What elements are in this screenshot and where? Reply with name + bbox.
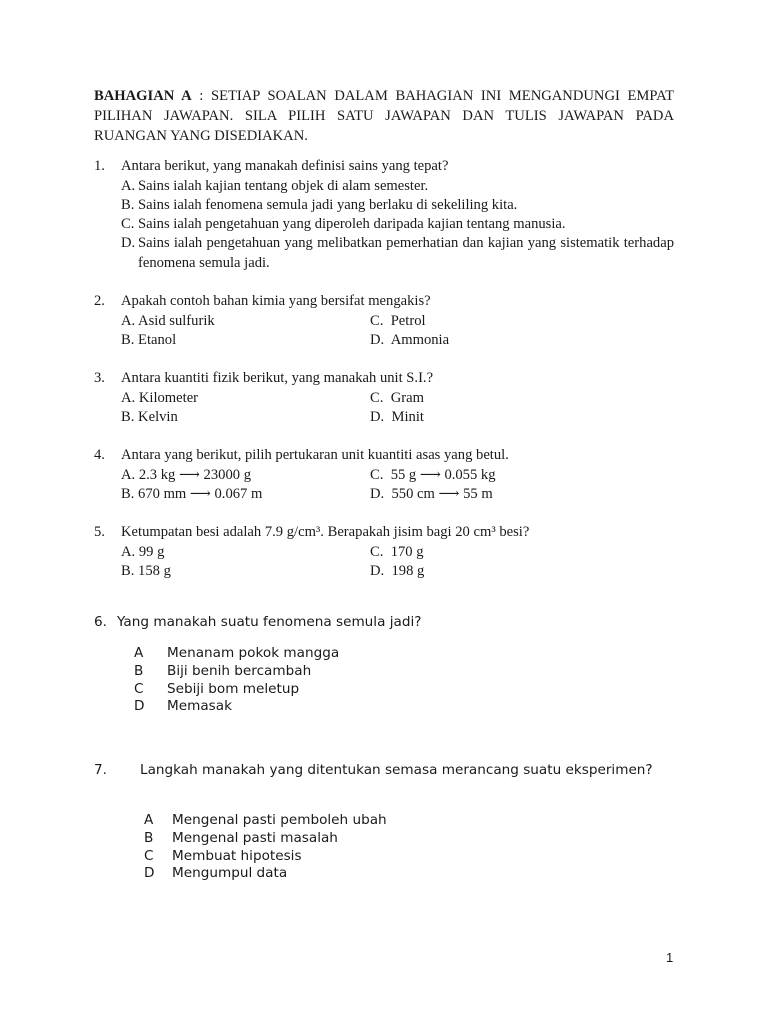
- option-letter: A: [144, 812, 154, 828]
- option-a: [121, 312, 215, 332]
- question-number: 5.: [94, 524, 105, 540]
- option-text: Sebiji bom meletup: [167, 681, 300, 697]
- question-number: 1.: [94, 158, 105, 174]
- option-letter: C: [144, 848, 154, 864]
- option-letter: D.: [370, 563, 385, 579]
- option-b: [121, 331, 176, 351]
- option-text: 99 g: [138, 544, 165, 560]
- option-b: [121, 196, 674, 216]
- option-letter: B.: [121, 332, 135, 348]
- option-letter: D.: [370, 332, 385, 348]
- option-c: [370, 312, 426, 332]
- option-a: [121, 177, 674, 197]
- question-stem: Antara berikut, yang manakah definisi sains yang tepat?: [121, 158, 449, 174]
- option-d: [370, 408, 424, 428]
- option-letter: D.: [370, 486, 385, 502]
- option-text: Sains ialah kajian tentang objek di alam semester.: [138, 178, 429, 194]
- section-instruction-text: : SETIAP SOALAN DALAM BAHAGIAN INI MENGANDUNGI EMPAT PILIHAN JAWAPAN. SILA PILIH SATU JAWAPAN DAN TULIS JAWAPAN PADA RUANGAN YANG DISEDIAKAN.: [94, 88, 674, 144]
- option-letter: B: [144, 830, 154, 846]
- option-c: [370, 389, 424, 409]
- question-number: 4.: [94, 447, 105, 463]
- option-text: 198 g: [391, 563, 425, 579]
- option-letter: A.: [121, 390, 136, 406]
- option-letter: A.: [121, 467, 136, 483]
- option-letter: C.: [370, 313, 384, 329]
- question-number: 7.: [94, 762, 107, 778]
- option-text: Sains ialah pengetahuan yang melibatkan pemerhatian dan kajian yang sistematik terhadap fenomena semula jadi.: [138, 235, 674, 271]
- option-text: Etanol: [138, 332, 177, 348]
- option-letter: B: [134, 663, 144, 679]
- option-text: Asid sulfurik: [138, 313, 215, 329]
- option-text: Kelvin: [138, 409, 178, 425]
- option-d: [370, 331, 449, 351]
- option-letter: B.: [121, 563, 135, 579]
- option-text: Kilometer: [138, 390, 199, 406]
- question-stem: Antara kuantiti fizik berikut, yang manakah unit S.I.?: [121, 370, 434, 386]
- option-letter: A: [134, 645, 144, 661]
- option-text: 158 g: [138, 563, 171, 579]
- option-text: Mengenal pasti masalah: [172, 830, 338, 846]
- option-letter: C.: [370, 467, 384, 483]
- option-text: Sains ialah fenomena semula jadi yang berlaku di sekeliling kita.: [138, 197, 518, 213]
- option-a: [121, 543, 164, 563]
- option-letter: D: [144, 865, 155, 881]
- option-text: Menanam pokok mangga: [167, 645, 340, 661]
- option-c: [121, 215, 674, 235]
- option-text: Ammonia: [390, 332, 450, 348]
- option-d: [370, 562, 424, 582]
- option-letter: B.: [121, 486, 135, 502]
- option-a: [121, 389, 198, 409]
- option-text: Memasak: [167, 698, 232, 714]
- option-letter: B.: [121, 197, 135, 213]
- option-letter: C.: [121, 216, 135, 232]
- section-label: BAHAGIAN A: [94, 88, 192, 104]
- question-stem: Langkah manakah yang ditentukan semasa merancang suatu eksperimen?: [140, 762, 653, 778]
- option-b: [121, 485, 262, 505]
- option-letter: D: [134, 698, 145, 714]
- option-text: 670 mm ⟶ 0.067 m: [138, 486, 263, 502]
- question-stem: Ketumpatan besi adalah 7.9 g/cm³. Berapakah jisim bagi 20 cm³ besi?: [121, 524, 530, 540]
- option-text: Biji benih bercambah: [167, 663, 312, 679]
- option-letter: C.: [370, 544, 384, 560]
- option-d: [370, 485, 493, 505]
- question-number: 2.: [94, 293, 105, 309]
- option-letter: A.: [121, 313, 136, 329]
- option-text: Mengenal pasti pemboleh ubah: [172, 812, 387, 828]
- option-d: [121, 234, 674, 273]
- option-text: Gram: [390, 390, 424, 406]
- option-letter: C: [134, 681, 144, 697]
- option-b: [121, 562, 171, 582]
- option-text: 170 g: [390, 544, 424, 560]
- option-text: Membuat hipotesis: [172, 848, 302, 864]
- question-stem: Antara yang berikut, pilih pertukaran unit kuantiti asas yang betul.: [121, 447, 509, 463]
- option-text: Mengumpul data: [172, 865, 288, 881]
- option-c: [370, 466, 496, 486]
- question-stem: Yang manakah suatu fenomena semula jadi?: [117, 614, 422, 630]
- option-b: [121, 408, 178, 428]
- option-letter: D.: [121, 235, 136, 251]
- option-text: Petrol: [390, 313, 426, 329]
- option-text: 2.3 kg ⟶ 23000 g: [138, 467, 251, 483]
- option-text: Minit: [391, 409, 424, 425]
- option-text: Sains ialah pengetahuan yang diperoleh daripada kajian tentang manusia.: [138, 216, 566, 232]
- question-number: 6.: [94, 614, 107, 630]
- question-stem: Apakah contoh bahan kimia yang bersifat mengakis?: [121, 293, 431, 309]
- option-letter: D.: [370, 409, 385, 425]
- option-letter: A.: [121, 544, 136, 560]
- page-number: 1: [666, 950, 674, 965]
- question-number: 3.: [94, 370, 105, 386]
- section-instructions: [94, 86, 674, 146]
- option-letter: C.: [370, 390, 384, 406]
- option-c: [370, 543, 424, 563]
- option-letter: A.: [121, 178, 136, 194]
- option-text: 550 cm ⟶ 55 m: [391, 486, 493, 502]
- option-a: [121, 466, 251, 486]
- option-text: 55 g ⟶ 0.055 kg: [390, 467, 496, 483]
- option-letter: B.: [121, 409, 135, 425]
